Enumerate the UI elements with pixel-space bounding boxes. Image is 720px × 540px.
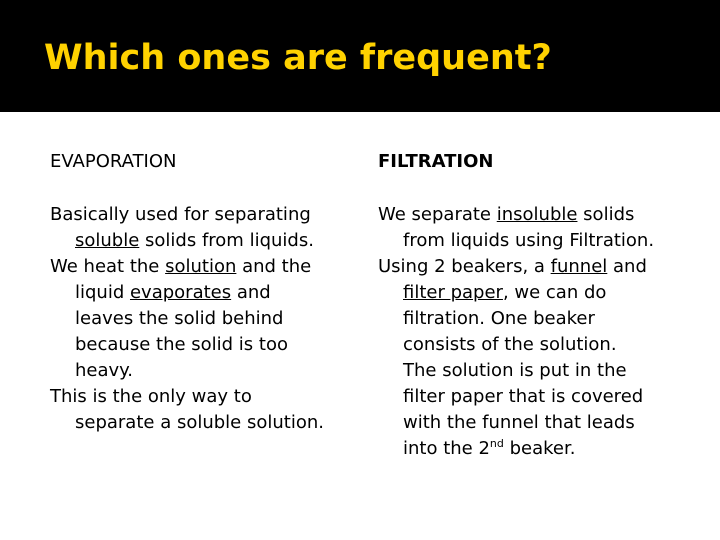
evaporation-column — [50, 148, 360, 433]
underlined-term: insoluble — [496, 204, 578, 225]
text-line: consists of the solution. — [403, 334, 617, 355]
text-line: heavy. — [75, 360, 133, 381]
slide-title: Which ones are frequent? — [44, 38, 552, 78]
text-line: Using 2 beakers, a funnel and — [378, 256, 647, 277]
underlined-term: funnel — [550, 256, 608, 277]
text-line: soluble solids from liquids. — [75, 230, 314, 251]
underlined-term: solution — [165, 256, 237, 277]
text-line: leaves the solid behind — [75, 308, 284, 329]
text-line: liquid evaporates and — [75, 282, 271, 303]
evaporation-heading: EVAPORATION — [50, 151, 177, 172]
text-line: filter paper, we can do — [403, 282, 607, 303]
text-line: with the funnel that leads — [403, 412, 635, 433]
filtration-heading: FILTRATION — [378, 151, 494, 172]
text-line: We separate insoluble solids — [378, 204, 635, 225]
text-line: This is the only way to — [50, 386, 252, 407]
underlined-term: evaporates — [129, 282, 232, 303]
text-line: Basically used for separating — [50, 204, 311, 225]
evaporation-text — [50, 202, 360, 436]
filtration-column — [378, 148, 698, 459]
text-line: filtration. One beaker — [403, 308, 595, 329]
ordinal-superscript: nd — [489, 437, 504, 450]
underlined-term: soluble — [75, 230, 140, 251]
text-line: The solution is put in the — [403, 360, 627, 381]
filtration-text — [378, 202, 698, 462]
text-line: We heat the solution and the — [50, 256, 312, 277]
text-line: into the 2nd beaker. — [403, 437, 576, 459]
text-line: from liquids using Filtration. — [403, 230, 655, 251]
title-bar — [0, 0, 720, 112]
underlined-term: filter paper — [403, 282, 503, 303]
text-line: because the solid is too — [75, 334, 288, 355]
text-line: separate a soluble solution. — [75, 412, 324, 433]
text-line: filter paper that is covered — [403, 386, 644, 407]
